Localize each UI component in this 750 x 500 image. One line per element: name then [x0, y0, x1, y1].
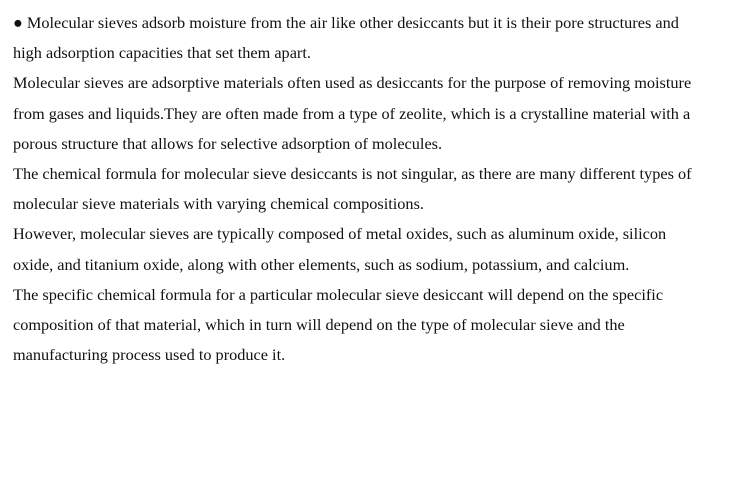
text-line: composition of that material, which in turn will depend on the type of molecular sieve and the	[13, 314, 625, 334]
text-line: from gases and liquids.They are often made from a type of zeolite, which is a crystalline material with a	[13, 103, 691, 123]
text-line: molecular sieve materials with varying chemical compositions.	[13, 194, 424, 214]
text-line: The chemical formula for molecular sieve desiccants is not singular, as there are many different types of	[13, 163, 692, 183]
text-line: oxide, and titanium oxide, along with other elements, such as sodium, potassium, and calcium.	[13, 254, 630, 274]
paragraph-bullet-intro	[13, 8, 743, 68]
text-line: porous structure that allows for selective adsorption of molecules.	[13, 133, 443, 153]
paragraph-specific-formula	[13, 280, 743, 371]
text-line: ● Molecular sieves adsorb moisture from the air like other desiccants but it is their pore structures and	[13, 13, 679, 32]
text-line: The specific chemical formula for a particular molecular sieve desiccant will depend on the specific	[13, 284, 664, 304]
paragraph-definition	[13, 68, 743, 159]
text-line: However, molecular sieves are typically composed of metal oxides, such as aluminum oxide, silicon	[13, 224, 667, 244]
paragraph-composition	[13, 219, 743, 279]
text-line: high adsorption capacities that set them apart.	[13, 43, 311, 63]
paragraph-formula	[13, 159, 743, 219]
document-body	[13, 8, 743, 370]
text-line: manufacturing process used to produce it.	[13, 345, 286, 365]
text-line: Molecular sieves are adsorptive materials often used as desiccants for the purpose of removing moisture	[13, 73, 692, 93]
